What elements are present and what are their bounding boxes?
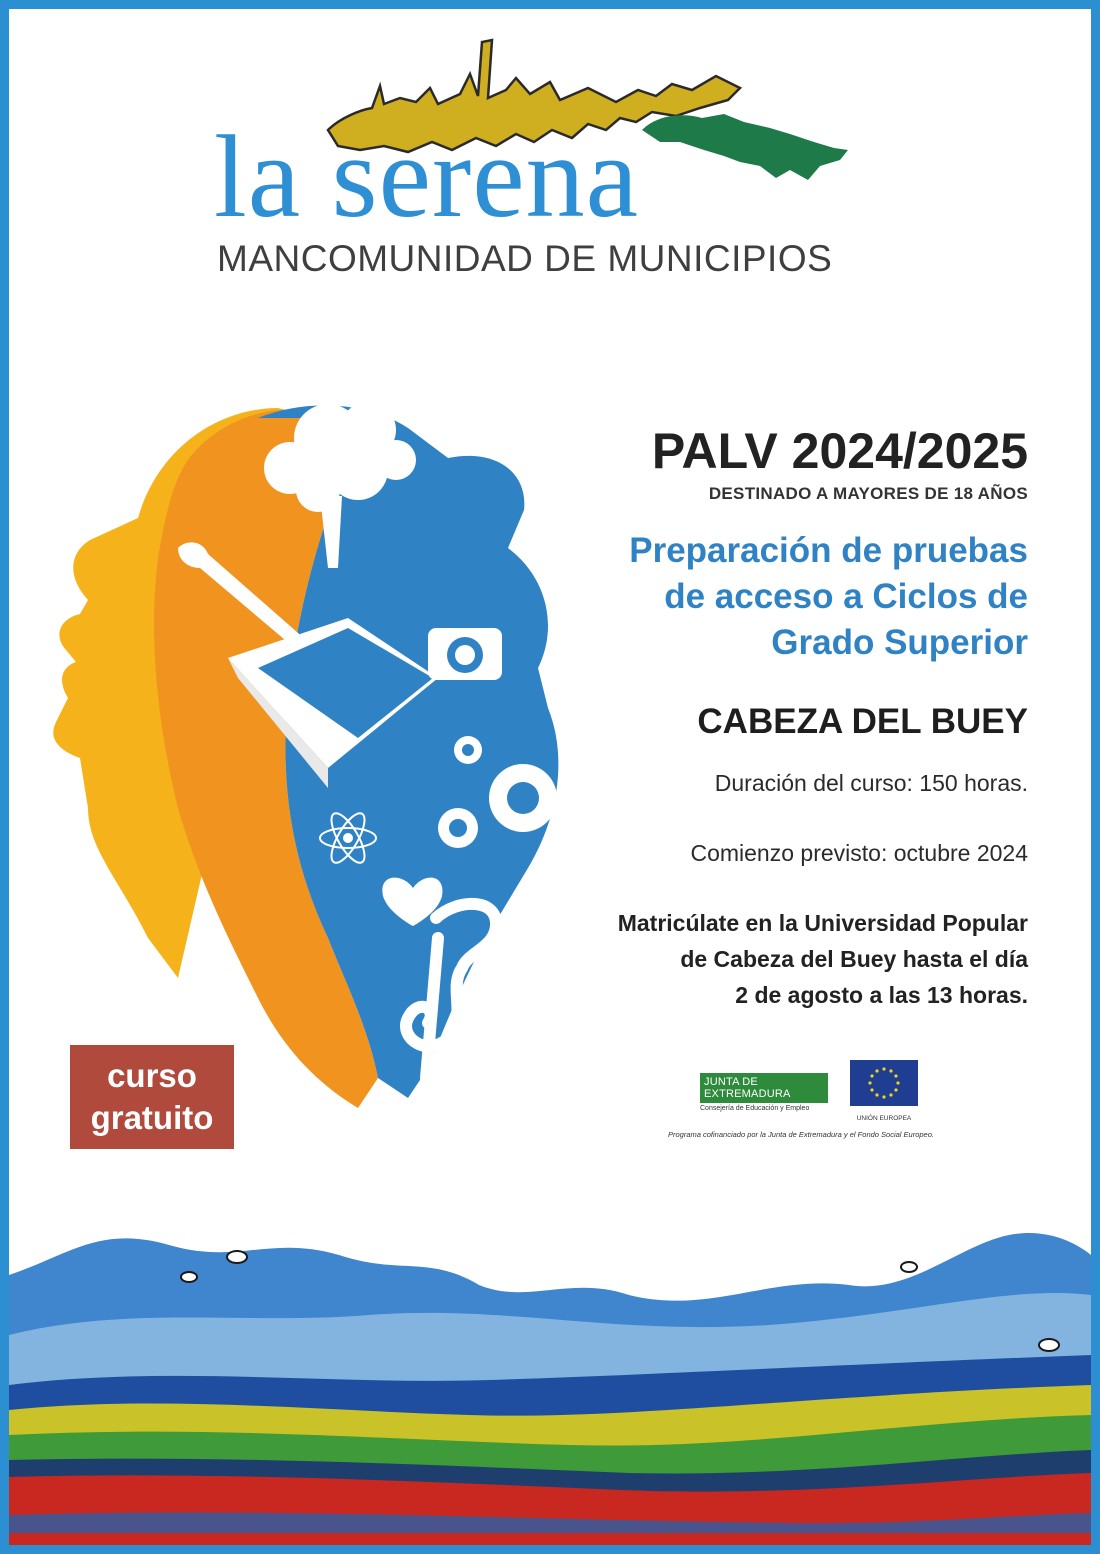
course-duration: Duración del curso: 150 horas.: [714, 770, 1028, 796]
audience-note: DESTINADO A MAYORES DE 18 AÑOS: [708, 484, 1028, 503]
logo-subtitle: MANCOMUNIDAD DE MUNICIPIOS: [217, 238, 833, 279]
logo-green-region: [642, 114, 848, 180]
course-subtitle: [629, 528, 1028, 666]
enrollment-line: Matricúlate en la Universidad Popular: [617, 910, 1028, 936]
logo-wordmark: la serena: [214, 111, 639, 242]
eu-logo: [850, 1060, 918, 1122]
course-location: CABEZA DEL BUEY: [697, 702, 1028, 741]
eu-stars-icon: [850, 1060, 918, 1106]
badge-line: gratuito: [90, 1099, 214, 1136]
subtitle-line: Preparación de pruebas: [629, 531, 1028, 570]
junta-label: JUNTA DE EXTREMADURA: [700, 1073, 828, 1103]
subtitle-line: de acceso a Ciclos de: [664, 577, 1028, 616]
camera-icon: [428, 628, 502, 680]
course-title: PALV 2024/2025: [651, 423, 1028, 479]
course-start-date: Comienzo previsto: octubre 2024: [690, 840, 1028, 866]
enrollment-line: 2 de agosto a las 13 horas.: [735, 982, 1028, 1008]
eu-label: UNIÓN EUROPEA: [856, 1115, 912, 1122]
junta-subtitle: Consejería de Educación y Empleo: [700, 1105, 810, 1112]
junta-extremadura-logo: [700, 1073, 828, 1112]
head-illustration: [28, 378, 588, 1113]
enrollment-info: [618, 905, 1028, 1013]
free-course-badge: [70, 1045, 234, 1149]
landscape-painting: [9, 1215, 1091, 1545]
enrollment-line: de Cabeza del Buey hasta el día: [680, 946, 1028, 972]
badge-line: curso: [107, 1057, 197, 1094]
subtitle-line: Grado Superior: [771, 623, 1028, 662]
cofinance-note: Programa cofinanciado por la Junta de Extremadura y el Fondo Social Europeo.: [668, 1130, 934, 1139]
